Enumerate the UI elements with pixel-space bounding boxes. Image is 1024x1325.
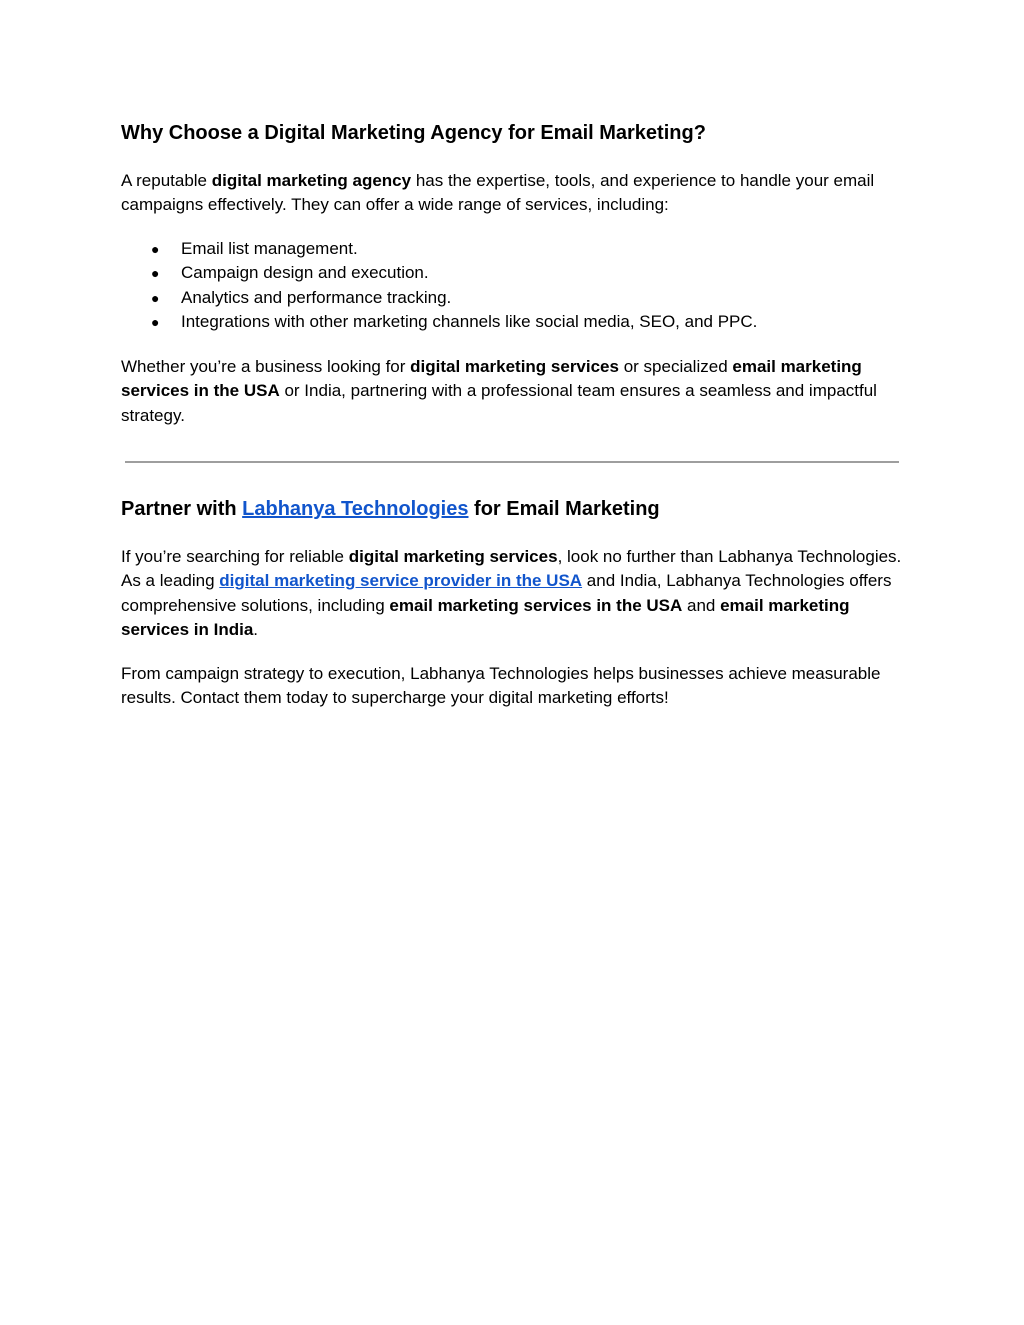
partner-text-2: , look no further than Labhanya Technologies. As a leading [121,547,902,591]
partner-bold-2: email marketing services in the USA [389,595,683,615]
partner-text-1: If you’re searching for reliable [121,547,349,566]
partner-text-5: . [253,620,259,640]
closing-bold-1: digital marketing services [410,357,619,376]
services-list [121,237,911,335]
intro-bold-1: digital marketing agency [211,171,412,190]
list-item [121,286,911,310]
section-heading-partner [121,496,660,522]
horizontal-divider [125,461,899,463]
service-provider-link[interactable] [219,571,582,590]
list-item-text: Email list management. [181,239,358,258]
partner-text-3: and India, Labhanya Technologies offers comprehensive solutions, including [121,571,892,615]
bullet-icon: ● [151,314,160,331]
partner-bold-1: digital marketing services [348,547,558,566]
closing-bold-2: email marketing services in the USA [121,357,862,401]
heading-suffix: for Email Marketing [468,498,660,520]
list-item [121,261,911,285]
closing-text-1: Whether you’re a business looking for [121,357,411,376]
closing-paragraph [121,355,911,428]
bullet-icon: ● [151,289,160,306]
list-item [121,237,911,261]
section-heading-why-choose: Why Choose a Digital Marketing Agency for Email Marketing? [121,122,706,144]
closing-text-2: or specialized [618,357,733,376]
heading-prefix: Partner with [121,498,243,520]
intro-paragraph [121,169,911,218]
list-item-text: Campaign design and execution. [181,263,429,283]
service-provider-link-text: digital marketing service provider in the USA [219,571,583,591]
list-item-text: Analytics and performance tracking. [181,287,452,307]
bullet-icon: ● [151,265,160,282]
bullet-icon: ● [151,241,160,257]
final-paragraph: From campaign strategy to execution, Labhanya Technologies helps businesses achieve measurable results. Contact them today to supercharge your digital marketing efforts! [121,664,881,708]
list-item-text: Integrations with other marketing channels like social media, SEO, and PPC. [181,312,758,332]
partner-bold-3: email marketing services in India [121,595,850,640]
list-item [121,310,911,334]
labhanya-technologies-link[interactable]: Labhanya Technologies [242,498,469,520]
closing-text-3: or India, partnering with a professional team ensures a seamless and impactful strategy. [121,381,877,425]
partner-paragraph [121,545,911,643]
intro-text-1: A reputable [121,171,212,190]
intro-text-2: has the expertise, tools, and experience to handle your email campaigns effectively. They can offer a wide range of services, including: [121,171,875,215]
partner-text-4: and [682,595,721,615]
